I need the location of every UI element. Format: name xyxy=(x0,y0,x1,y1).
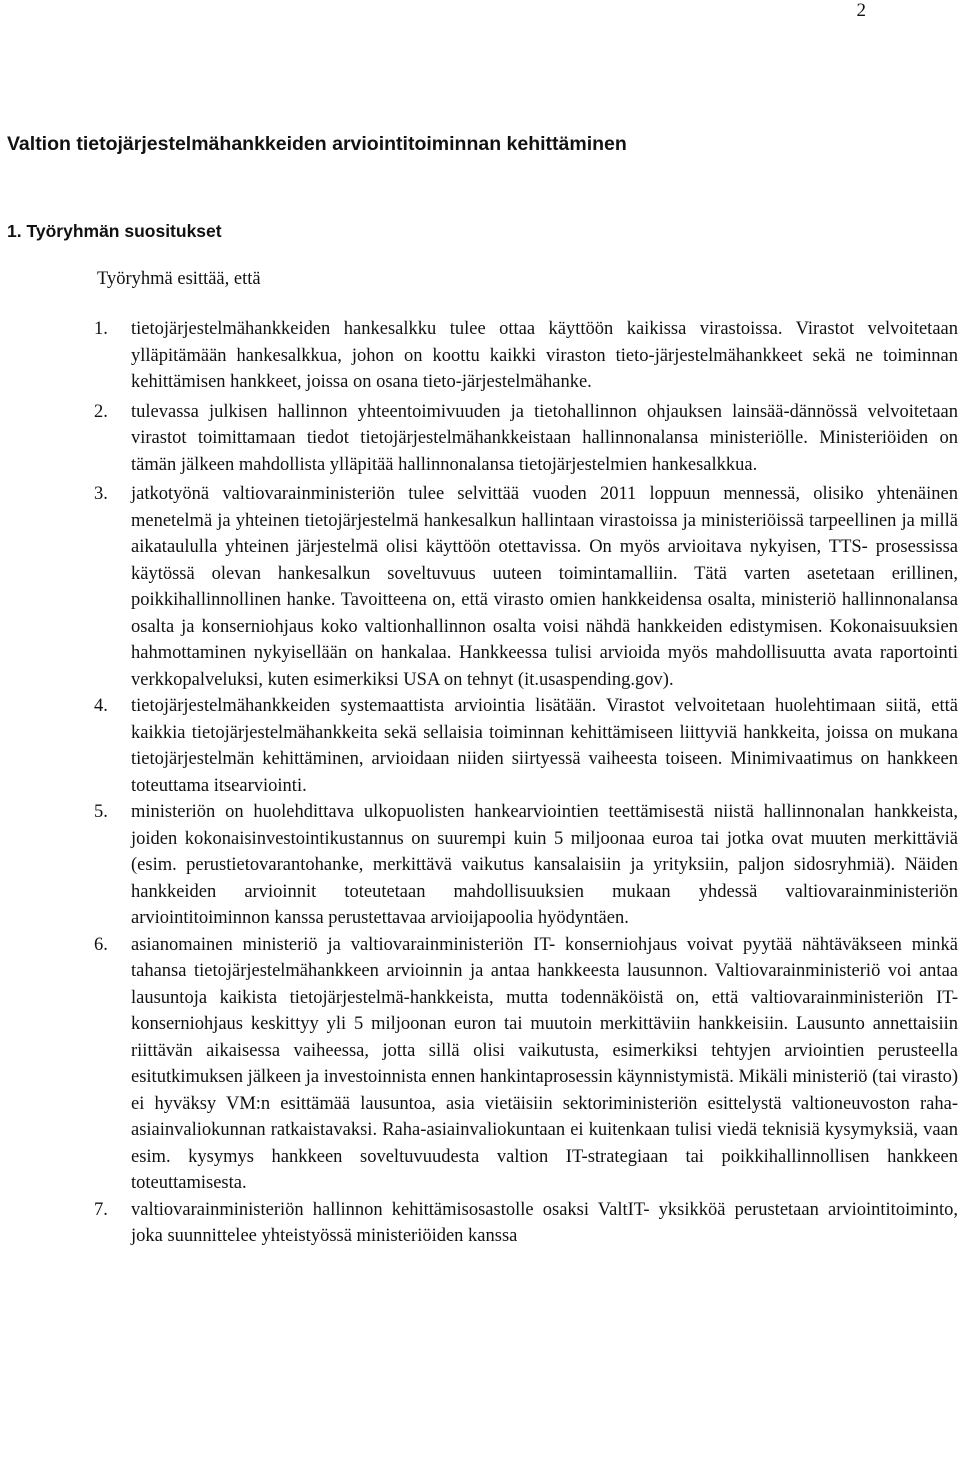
recommendation-item xyxy=(94,932,958,1197)
item-text: asianomainen ministeriö ja valtiovarainministeriön IT- konserniohjaus voivat pyytää nähtäväkseen minkä tahansa tietojärjestelmähankkeen arvioinnin ja antaa hankkeesta lausunnon. Valtiovarainministeriö voi antaa lausuntoja kaikista tietojärjestelmä-hankkeista, mutta todennäköistä on, että valtiovarainministeriön IT-konserniohjaus keskittyy yli 5 miljoonan euron tai muutoin merkittäviin hankkeisiin. Lausunto annettaisiin riittävän aikaisessa vaiheessa, jotta sillä olisi vaikutusta, esimerkiksi tehtyjen arviointien perusteella esitutkimuksen jälkeen ja investoinnista ennen hankintaprosessin käynnistymistä. Mikäli ministeriö (tai virasto) ei hyväksy VM:n esittämää lausuntoa, asia vietäisiin sektoriministeriön esittelystä valtioneuvoston raha-asiainvaliokunnan ratkaistavaksi. Raha-asiainvaliokuntaan ei kuitenkaan tulisi viedä teknisiä kysymyksiä, vaan esim. kysymys hankkeen soveltuvuudesta valtion IT-strategiaan tai poikkihallinnollisen hankkeen toteuttamisesta. xyxy=(131,934,958,1193)
recommendation-item xyxy=(94,481,958,693)
recommendation-item xyxy=(94,693,958,799)
item-text: tulevassa julkisen hallinnon yhteentoimivuuden ja tietohallinnon ohjauksen lainsää-dännössä velvoitetaan virastot toimittamaan tiedot tietojärjestelmähankkeistaan hallinnonalansa ministeriölle. Ministeriöiden on tämän jälkeen mahdollista ylläpitää hallinnonalansa tietojärjestelmien hankesalkkua. xyxy=(131,401,958,475)
recommendation-item xyxy=(94,799,958,932)
item-text: ministeriön on huolehdittava ulkopuolisten hankearviointien teettämisestä niistä hallinnonalan hankkeista, joiden kokonaisinvestointikustannus on suurempi kuin 5 miljoonaa euroa tai jotka ovat muuten merkittäviä (esim. perustietovarantohanke, merkittävä vaikutus kansalaisiin ja yrityksiin, paljon sidosryhmiä). Näiden hankkeiden arvioinnit toteutetaan mahdollisuuksien mukaan yhdessä valtiovarainministeriön arviointitoiminnon kanssa perustettavaa arvioijapoolia hyödyntäen. xyxy=(131,802,958,928)
item-number: 1. xyxy=(94,319,108,339)
recommendation-item xyxy=(94,316,958,396)
item-number: 2. xyxy=(94,401,108,422)
page-number: 2 xyxy=(856,0,866,21)
item-number: 4. xyxy=(94,696,108,716)
document-title: Valtion tietojärjestelmähankkeiden arviointitoiminnan kehittäminen xyxy=(7,133,627,155)
recommendation-item xyxy=(94,1197,958,1250)
item-number: 5. xyxy=(94,802,108,822)
section-intro: Työryhmä esittää, että xyxy=(97,269,261,289)
item-text: valtiovarainministeriön hallinnon kehittämisosastolle osaksi ValtIT- yksikköä perustetaan arviointitoiminto, joka suunnittelee yhteistyössä ministeriöiden kanssa xyxy=(131,1199,958,1246)
recommendations-list xyxy=(94,316,958,1250)
item-number: 7. xyxy=(94,1199,108,1220)
recommendation-item xyxy=(94,399,958,479)
item-text: jatkotyönä valtiovarainministeriön tulee selvittää vuoden 2011 loppuun mennessä, olisiko yhtenäinen menetelmä ja yhteinen tietojärjestelmä hankesalkun hallintaan virastoissa ja ministeriöissä tarpeellinen ja millä aikataululla yhteinen järjestelmä olisi käyttöön otettavissa. On myös arvioitava nykyisen, TTS- prosessissa käytössä olevan hankesalkun soveltuvuus uuteen toimintamalliin. Tätä varten asetetaan erillinen, poikkihallinnollinen hanke. Tavoitteena on, että virasto omien hankkeidensa osalta, ministeriö hallinnonalansa osalta ja konserniohjaus koko valtionhallinnon osalta voisi nähdä hankkeiden edistymisen. Kokonaisuuksien hahmottaminen nykyisellään on hankalaa. Hankkeessa tulisi arvioida myös mahdollisuutta avata raportointi verkkopalveluksi, kuten esimerkiksi USA on tehnyt (it.usaspending.gov). xyxy=(131,484,958,690)
item-text: tietojärjestelmähankkeiden systemaattista arviointia lisätään. Virastot velvoitetaan huolehtimaan siitä, että kaikkia tietojärjestelmähankkeita sekä sellaisia toiminnan kehittämiseen liittyviä hankkeita, joissa on mukana tietojärjestelmän kehittäminen, arvioidaan niiden siirtyessä vaiheesta toiseen. Minimivaatimus on hankkeen toteuttama itsearviointi. xyxy=(131,696,958,796)
item-number: 3. xyxy=(94,484,108,504)
item-text: tietojärjestelmähankkeiden hankesalkku tulee ottaa käyttöön kaikissa virastoissa. Virastot velvoitetaan ylläpitämään hankesalkkua, johon on koottu kaikki viraston tieto-järjestelmähankkeet sekä ne toiminnan kehittämisen hankkeet, joissa on osana tieto-järjestelmähanke. xyxy=(131,319,958,392)
section-heading: 1. Työryhmän suositukset xyxy=(7,221,222,241)
item-number: 6. xyxy=(94,934,108,955)
